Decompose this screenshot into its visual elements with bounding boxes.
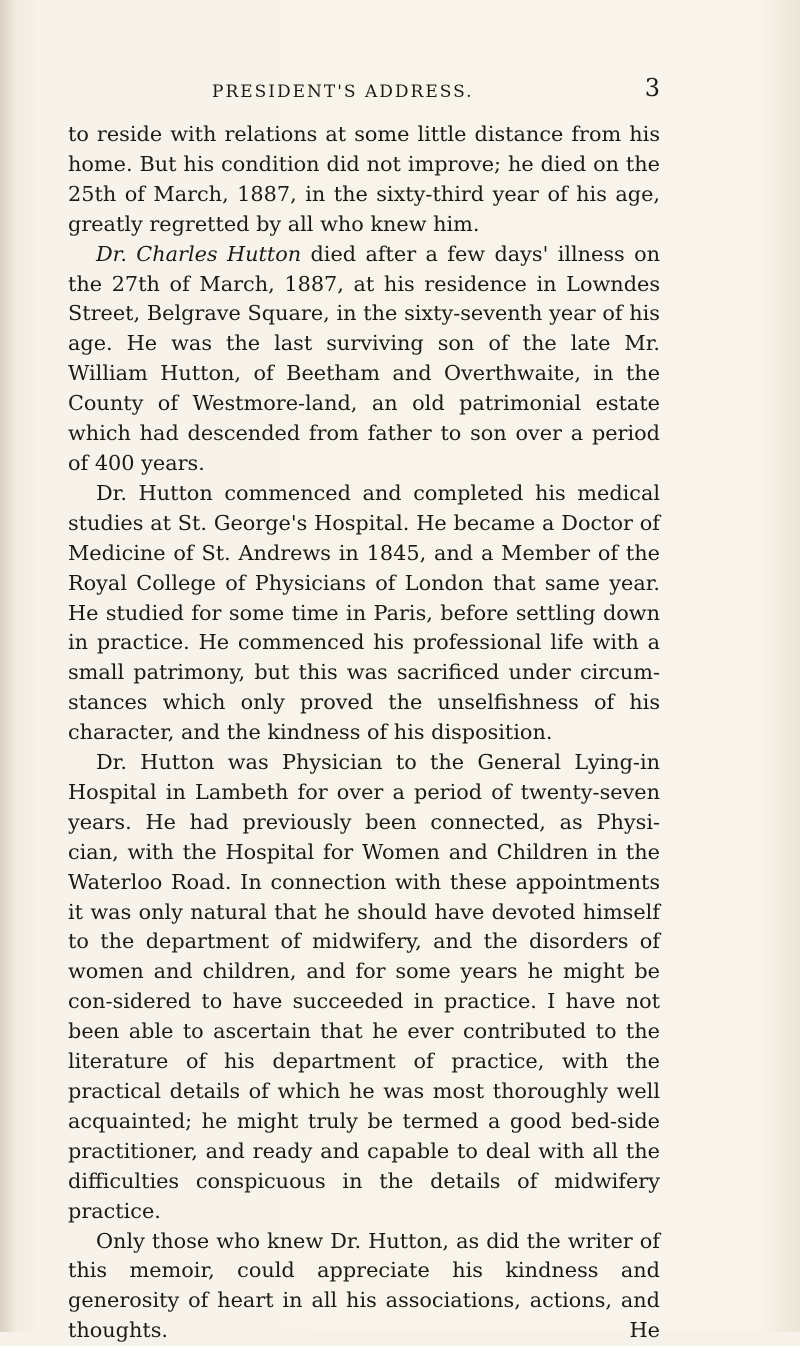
paragraph: [68, 1227, 660, 1346]
paragraph: [68, 748, 660, 1227]
paragraph: [68, 479, 660, 748]
paragraph-lead: Dr. Charles Hutton: [96, 241, 302, 266]
paragraph-text: Only those who knew Dr. Hutton, as did the writer of this memoir, could appreciate his kindness and generosity of heart in all his associations, actions, and thoughts. He: [68, 1228, 660, 1343]
page-number: 3: [644, 74, 660, 102]
paragraph-text: Dr. Hutton was Physician to the General Lying-in Hospital in Lambeth for over a period of twenty-seven years. He had previously been connected, as Physi-cian, with the Hospital for Women and Children in the Waterloo Road. In connection with these appointments it was only natural that he should have devoted himself to the department of midwifery, and the disorders of women and children, and for some years he might be con-sidered to have succeeded in practice. I have not been able to ascertain that he ever contributed to the literature of his department of practice, with the practical details of which he was most thoroughly well acquainted; he might truly be termed a good bed-side practitioner, and ready and capable to deal with all the difficulties conspicuous in the details of midwifery practice.: [68, 750, 660, 1223]
paragraph: [68, 240, 660, 479]
running-head-title: PRESIDENT'S ADDRESS.: [212, 82, 474, 102]
paragraph-text: Dr. Hutton commenced and completed his medical studies at St. George's Hospital. He became a Doctor of Medicine of St. Andrews in 1845, and a Member of the Royal College of Physicians of London that same year. He studied for some time in Paris, before settling down in practice. He commenced his professional life with a small patrimony, but this was sacrificed under circum-stances which only proved the unselfishness of his character, and the kindness of his disposition.: [68, 480, 660, 745]
paragraph-text: died after a few days' illness on the 27th of March, 1887, at his residence in Lowndes Street, Belgrave Square, in the sixty-seventh year of his age. He was the last surviving son of the late Mr. William Hutton, of Beetham and Overthwaite, in the County of Westmore-land, an old patrimonial estate which had descended from father to son over a period of 400 years.: [68, 241, 660, 475]
page-edge-shadow: [0, 0, 16, 1332]
running-head: [212, 74, 660, 108]
paragraph: [68, 120, 660, 240]
paragraph-text: to reside with relations at some little distance from his home. But his condition did not improve; he died on the 25th of March, 1887, in the sixty-third year of his age, greatly regretted by all who knew him.: [68, 122, 660, 236]
body-text: [68, 120, 660, 1346]
